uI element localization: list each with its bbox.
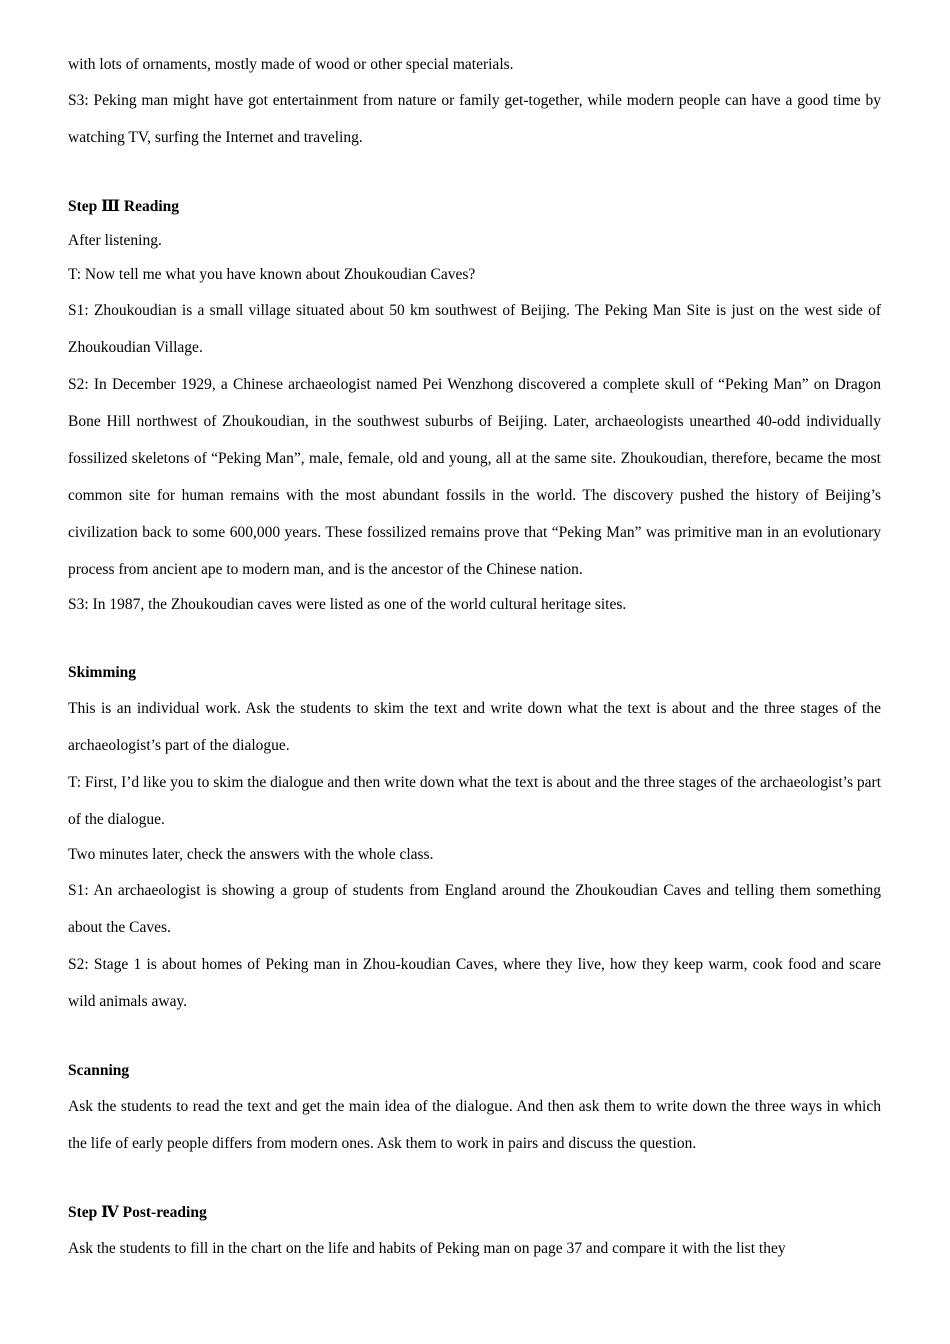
paragraph-teacher-question: T: Now tell me what you have known about Zhoukoudian Caves? xyxy=(68,266,476,283)
paragraph-skimming-instructions: This is an individual work. Ask the students to skim the text and write down what the text is about and the three stages of the archaeologist’s part of the dialogue. xyxy=(68,700,881,754)
paragraph-ornaments: with lots of ornaments, mostly made of wood or other special materials. xyxy=(68,56,514,73)
paragraph-teacher-skim: T: First, I’d like you to skim the dialogue and then write down what the text is about and the three stages of the archaeologist’s part of the dialogue. xyxy=(68,774,881,828)
spacer xyxy=(68,622,881,656)
paragraph-s2-stage1: S2: Stage 1 is about homes of Peking man in Zhou-koudian Caves, where they live, how they keep warm, cook food and scare wild animals away. xyxy=(68,956,881,1010)
paragraph-scanning-instructions: Ask the students to read the text and get the main idea of the dialogue. And then ask them to write down the three ways in which the life of early people differs from modern ones. Ask them to work in pairs and discuss the question. xyxy=(68,1098,881,1152)
heading-step-4-post-reading: Step Ⅳ Post-reading xyxy=(68,1204,207,1221)
spacer xyxy=(68,1162,881,1196)
paragraph-s1-zhoukoudian: S1: Zhoukoudian is a small village situated about 50 km southwest of Beijing. The Peking Man Site is just on the west side of Zhoukoudian Village. xyxy=(68,302,881,356)
spacer xyxy=(68,1020,881,1054)
paragraph-s1-archaeologist: S1: An archaeologist is showing a group of students from England around the Zhoukoudian Caves and telling them something about the Caves. xyxy=(68,882,881,936)
heading-skimming: Skimming xyxy=(68,664,137,681)
spacer xyxy=(68,156,881,190)
heading-scanning: Scanning xyxy=(68,1062,130,1079)
paragraph-after-listening: After listening. xyxy=(68,232,162,249)
document-page xyxy=(68,48,881,1267)
paragraph-check-answers: Two minutes later, check the answers with the whole class. xyxy=(68,846,434,863)
paragraph-s3-heritage: S3: In 1987, the Zhoukoudian caves were listed as one of the world cultural heritage sites. xyxy=(68,596,627,613)
heading-step-3-reading: Step Ⅲ Reading xyxy=(68,198,180,215)
paragraph-s3-entertainment: S3: Peking man might have got entertainment from nature or family get-together, while modern people can have a good time by watching TV, surfing the Internet and traveling. xyxy=(68,92,881,146)
paragraph-s2-discovery: S2: In December 1929, a Chinese archaeologist named Pei Wenzhong discovered a complete skull of “Peking Man” on Dragon Bone Hill northwest of Zhoukoudian, in the southwest suburbs of Beijing. Later, archaeologists unearthed 40-odd individually fossilized skeletons of “Peking Man”, male, female, old and young, all at the same site. Zhoukoudian, therefore, became the most common site for human remains with the most abundant fossils in the world. The discovery pushed the history of Beijing’s civilization back to some 600,000 years. These fossilized remains prove that “Peking Man” was primitive man in an evolutionary process from ancient ape to modern man, and is the ancestor of the Chinese nation. xyxy=(68,376,881,578)
paragraph-post-reading-instructions: Ask the students to fill in the chart on the life and habits of Peking man on page 37 and compare it with the list they xyxy=(68,1240,786,1257)
